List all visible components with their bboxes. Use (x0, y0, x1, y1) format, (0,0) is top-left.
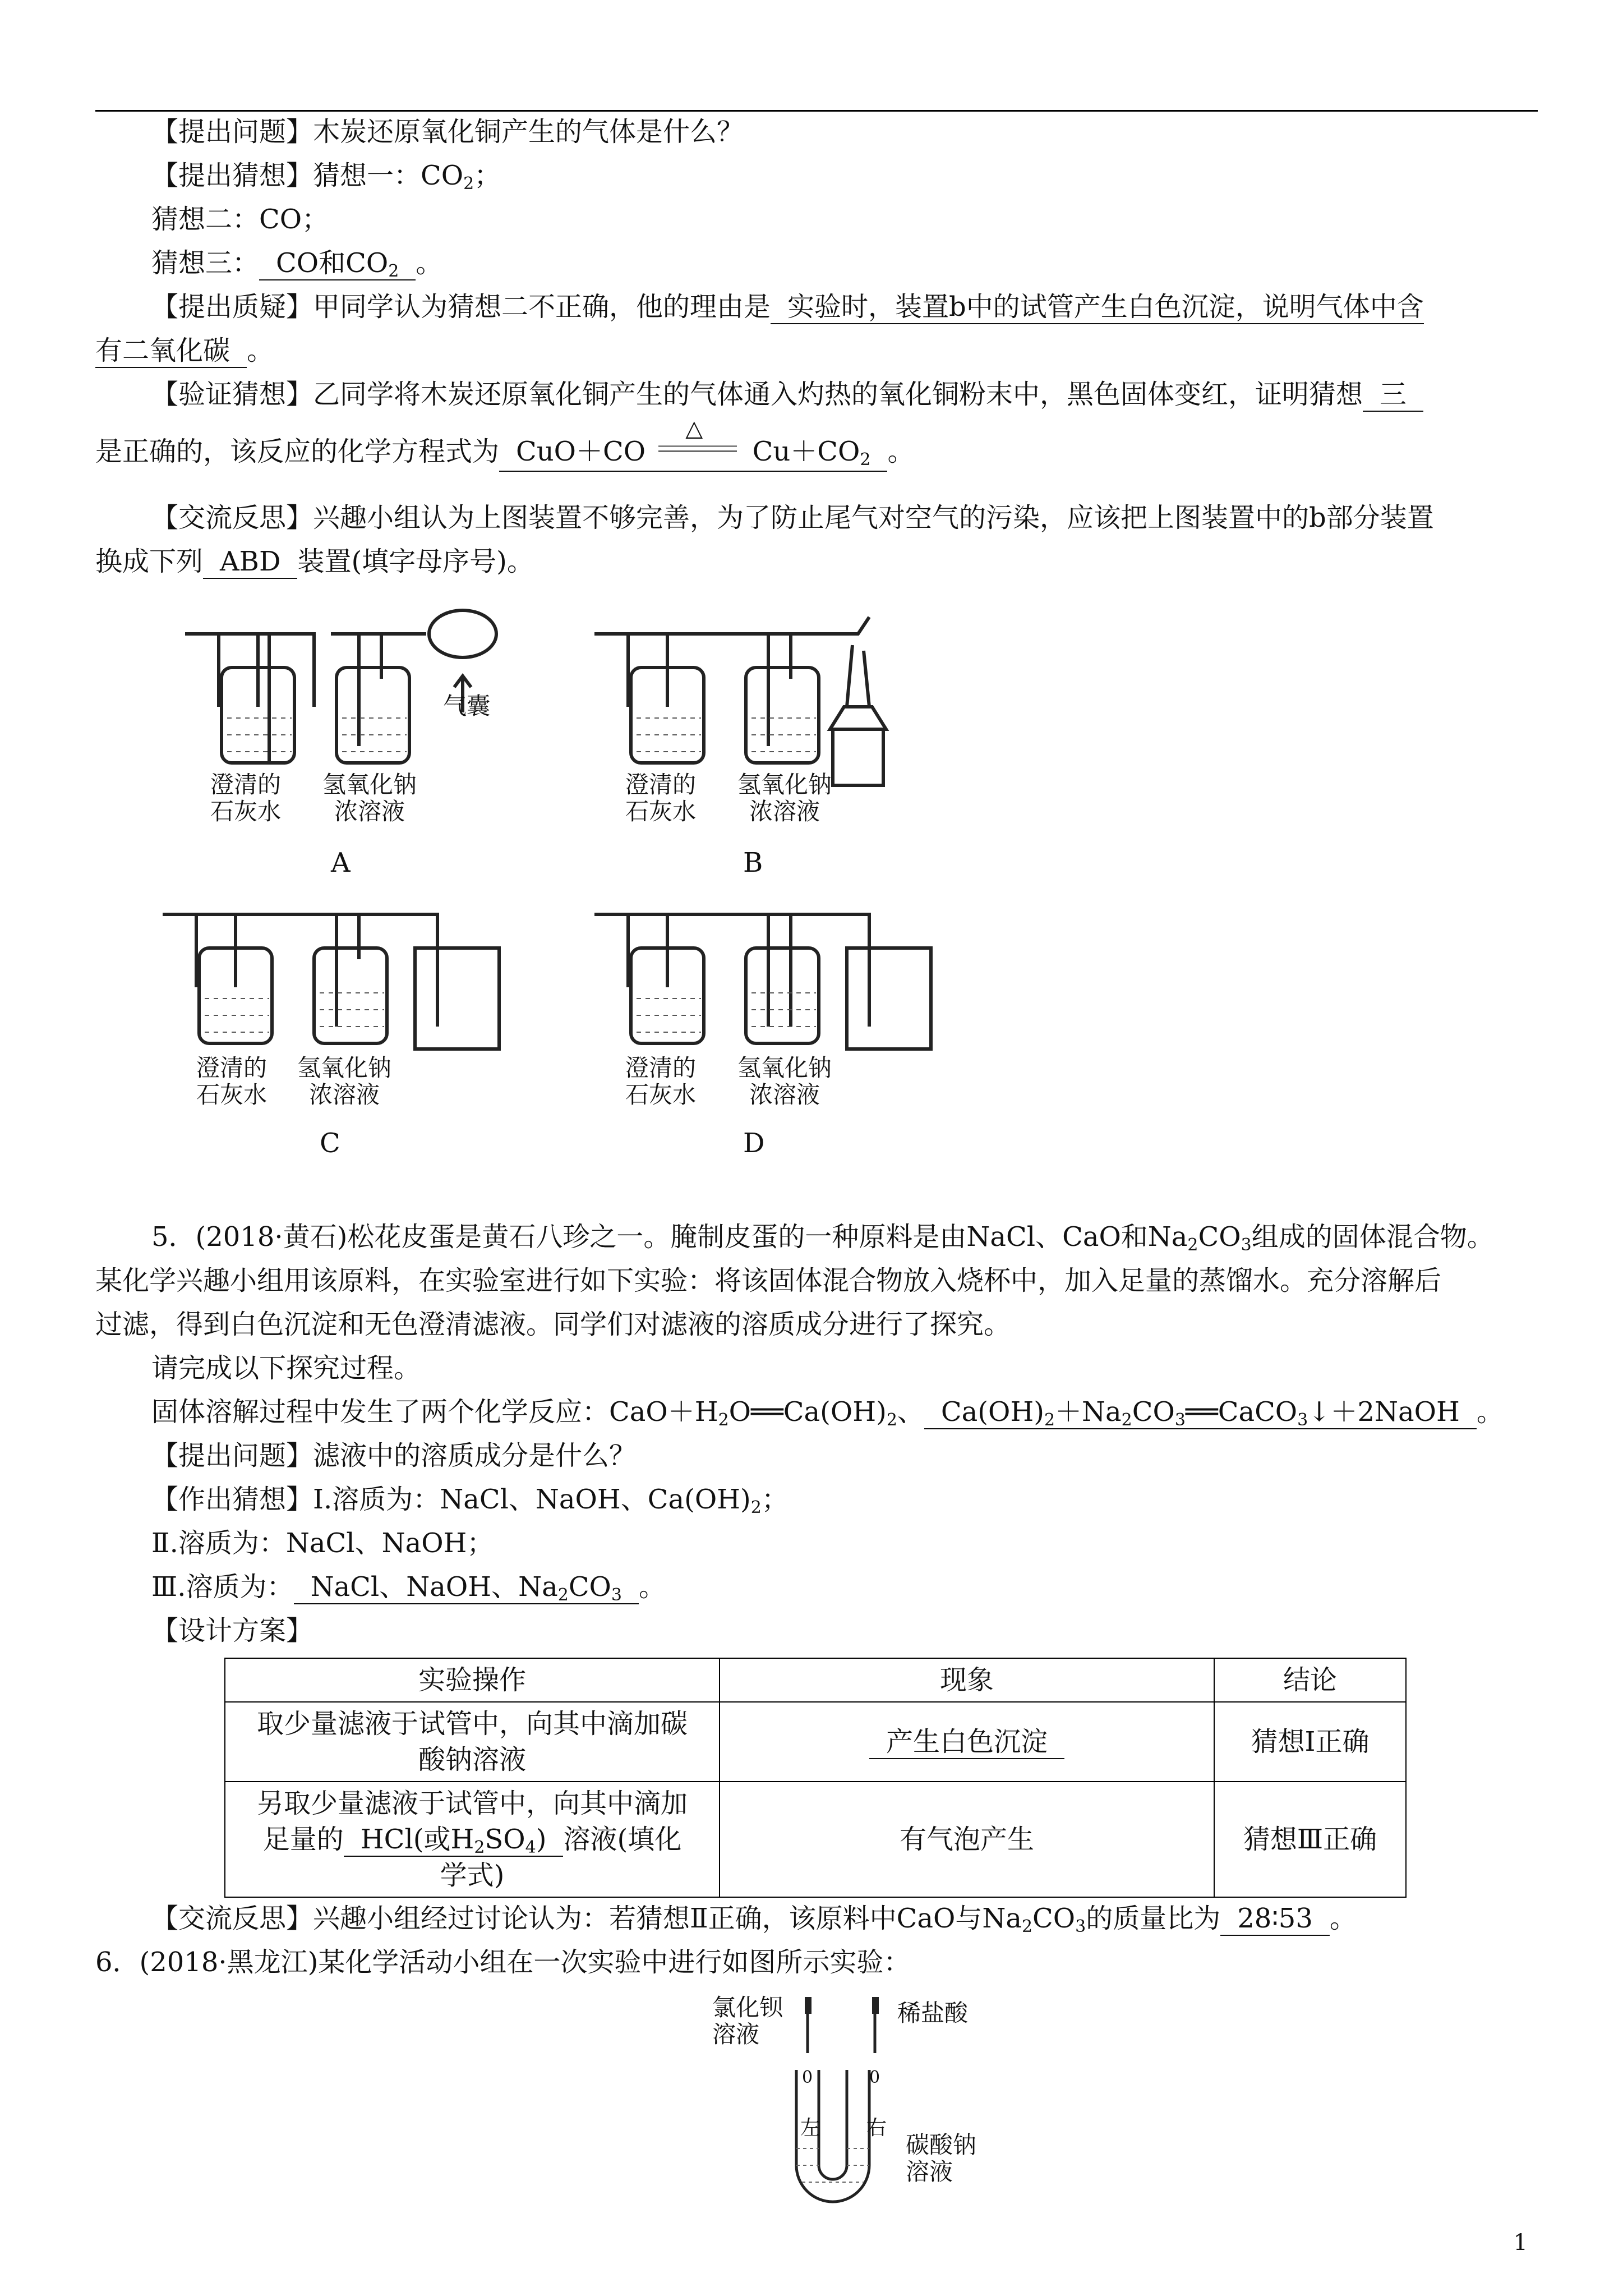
text-line: 【作出猜想】Ⅰ.溶质为：NaCl、NaOH、$Ca(OH)_2$； (151, 1484, 789, 1517)
text-line: 【提出问题】木炭还原氧化铜产生的气体是什么？ (151, 116, 744, 148)
table-row (225, 1702, 1406, 1782)
answer-blank: HCl(或$H_2SO_4$) (344, 1823, 564, 1857)
label: 气囊 (443, 692, 491, 720)
apparatus-figure (157, 600, 953, 1139)
text-line: 是正确的，该反应的化学方程式为 CuO＋CO △ $Cu+CO_2$ 。 (95, 435, 914, 472)
heat-equals-sign: △ (654, 437, 744, 471)
text-line: 【提出问题】滤液中的溶质成分是什么？ (151, 1440, 637, 1471)
text-line: 【提出质疑】甲同学认为猜想二不正确，他的理由是 实验时，装置b中的试管产生白色沉淀，说明气体中含 (151, 290, 1424, 324)
label: 氢氧化钠 浓溶液 (737, 771, 832, 825)
answer-blank: 产生白色沉淀 (869, 1726, 1064, 1759)
label: 稀盐酸 (897, 1999, 969, 2027)
table-cell: 猜想Ⅲ正确 (1214, 1782, 1406, 1897)
text-line: Ⅲ.溶质为： NaCl、NaOH、$Na_2CO_3$ 。 (151, 1571, 666, 1605)
apparatus-b (594, 617, 886, 785)
answer-blank: CO和$CO_2$ (259, 247, 416, 280)
figure-letter: B (743, 847, 763, 878)
label: 氢氧化钠 浓溶液 (322, 771, 417, 825)
text-line: 固体溶解过程中发生了两个化学反应：$CaO+H_2O══Ca(OH)_2$、 $Ca(OH)_2+Na_2CO_3══CaCO_3↓+2NaOH$ 。 (151, 1396, 1504, 1430)
label: 澄清的 石灰水 (210, 771, 282, 825)
text-line: 5．(2018·黄石)松花皮蛋是黄石八珍之一。腌制皮蛋的一种原料是由NaCl、CaO和$Na_2CO_3$组成的固体混合物。 (151, 1221, 1494, 1255)
answer-blank: 三 (1363, 378, 1423, 412)
table-header: 结论 (1214, 1658, 1406, 1702)
text-line: 【交流反思】兴趣小组经过讨论认为：若猜想Ⅱ正确，该原料中CaO与$Na_2CO_3$的质量比为 28∶53 。 (151, 1903, 1357, 1936)
text-line: 【交流反思】兴趣小组认为上图装置不够完善，为了防止尾气对空气的污染，应该把上图装置中的b部分装置 (151, 502, 1434, 533)
answer-blank: 有二氧化碳 (95, 334, 247, 368)
label: 氯化钡 溶液 (712, 1994, 783, 2048)
table-cell: 另取少量滤液于试管中，向其中滴加 足量的 HCl(或$H_2SO_4$) 溶液(填化 学式) (225, 1782, 720, 1897)
answer-blank: 28∶53 (1220, 1902, 1330, 1936)
label: 0 (869, 2068, 880, 2087)
text-line: 猜想三： CO和$CO_2$ 。 (151, 247, 443, 281)
text-line: 猜想二：CO； (151, 204, 329, 235)
label: 右 (866, 2116, 887, 2139)
text-line: Ⅱ.溶质为：NaCl、NaOH； (151, 1527, 494, 1559)
header-rule (95, 110, 1538, 112)
answer-blank: NaCl、NaOH、$Na_2CO_3$ (294, 1571, 639, 1604)
label: 澄清的 石灰水 (625, 771, 697, 825)
answer-blank: CuO＋CO △ $Cu+CO_2$ (499, 435, 887, 472)
experiment-table (224, 1658, 1407, 1898)
table-header: 现象 (720, 1658, 1214, 1702)
text-line: 【设计方案】 (151, 1615, 313, 1646)
figure-letter: C (320, 1128, 340, 1159)
label: 澄清的 石灰水 (625, 1054, 697, 1108)
table-header-row (225, 1658, 1406, 1702)
answer-blank: $Ca(OH)_2+Na_2CO_3══CaCO_3↓+2NaOH$ (924, 1396, 1477, 1429)
table-cell: 猜想Ⅰ正确 (1214, 1702, 1406, 1782)
label: 氢氧化钠 浓溶液 (297, 1054, 392, 1108)
text-line: 过滤，得到白色沉淀和无色澄清滤液。同学们对滤液的溶质成分进行了探究。 (95, 1309, 1011, 1340)
figure-letter: D (743, 1128, 765, 1159)
apparatus-a (185, 610, 496, 763)
apparatus-c (163, 914, 499, 1049)
label: 碳酸钠 溶液 (906, 2131, 977, 2185)
text-line: 【提出猜想】猜想一：$CO_2$； (151, 160, 501, 194)
figure-letter: A (331, 847, 351, 878)
table-row (225, 1782, 1406, 1897)
table-cell: 有气泡产生 (720, 1782, 1214, 1897)
table-cell (720, 1702, 1214, 1782)
text-line: 换成下列 ABD 装置(填字母序号)。 (95, 545, 534, 579)
text-line: 请完成以下探究过程。 (151, 1352, 421, 1384)
page-number: 1 (1513, 2230, 1528, 2256)
apparatus-d (594, 914, 931, 1049)
text-line: 【验证猜想】乙同学将木炭还原氧化铜产生的气体通入灼热的氧化铜粉末中，黑色固体变红，证明猜想 三 (151, 378, 1423, 412)
answer-blank: ABD (203, 545, 297, 579)
label: 左 (800, 2116, 821, 2139)
label: 氢氧化钠 浓溶液 (737, 1054, 832, 1108)
text-line: 6．(2018·黑龙江)某化学活动小组在一次实验中进行如图所示实验： (95, 1947, 911, 1978)
table-cell: 取少量滤液于试管中，向其中滴加碳 酸钠溶液 (225, 1702, 720, 1782)
table-header: 实验操作 (225, 1658, 720, 1702)
text-line: 有二氧化碳 。 (95, 334, 274, 368)
label: 0 (802, 2068, 813, 2087)
text-line: 某化学兴趣小组用该原料，在实验室进行如下实验：将该固体混合物放入烧杯中，加入足量的蒸馏水。充分溶解后 (95, 1265, 1442, 1296)
label: 澄清的 石灰水 (196, 1054, 268, 1108)
answer-blank: 实验时，装置b中的试管产生白色沉淀，说明气体中含 (771, 291, 1424, 324)
